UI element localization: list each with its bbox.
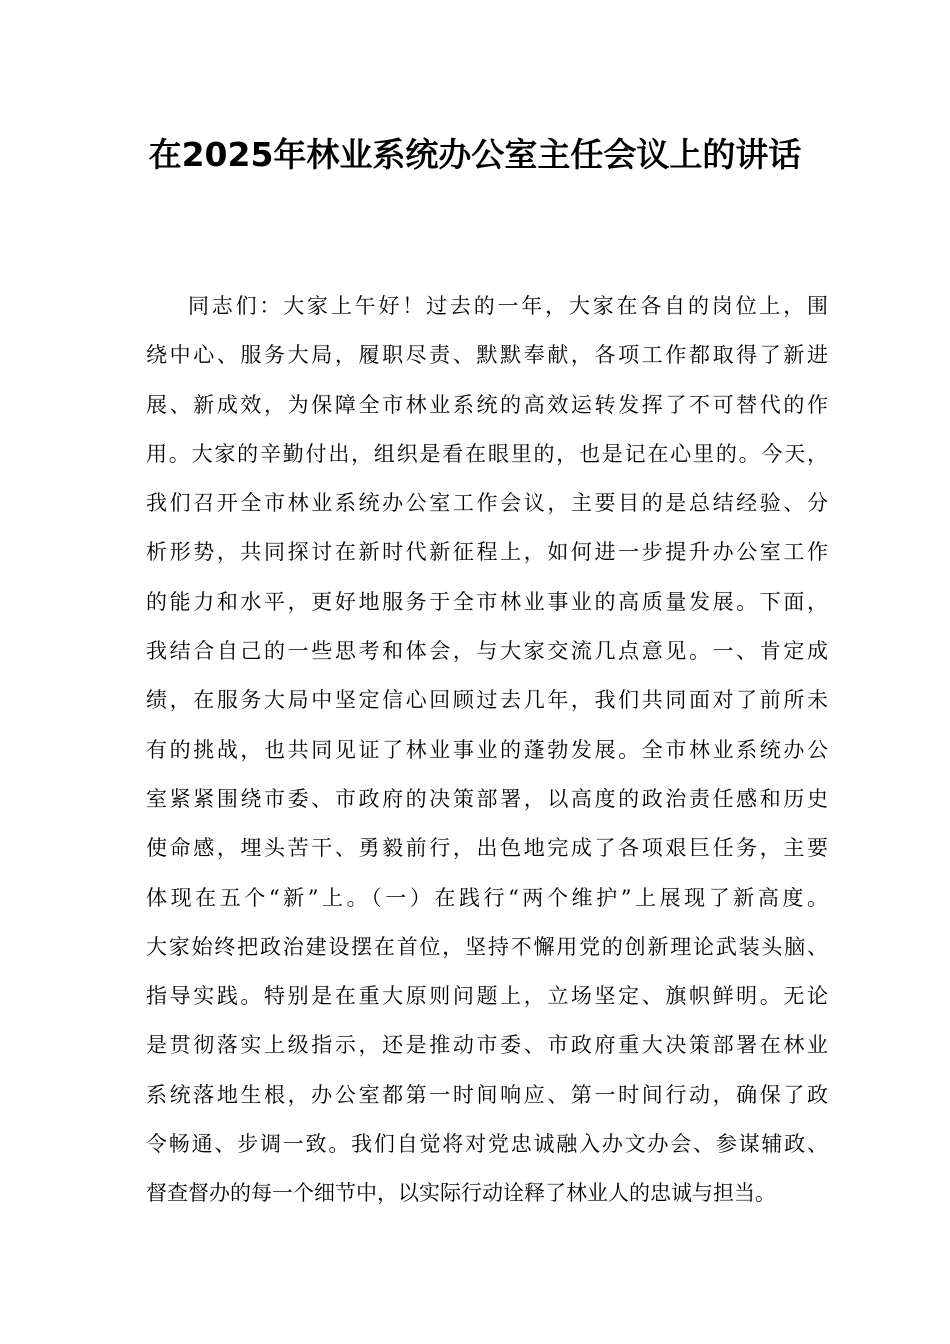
body-line: 的能力和水平，更好地服务于全市林业事业的高质量发展。下面， xyxy=(146,589,828,614)
body-line: 体现在五个“新”上。（一）在践行“两个维护”上展现了新高度。 xyxy=(146,885,828,910)
body-line: 是贯彻落实上级指示，还是推动市委、市政府重大决策部署在林业 xyxy=(146,1033,828,1058)
body-line: 有的挑战，也共同见证了林业事业的蓬勃发展。全市林业系统办公 xyxy=(146,737,828,762)
body-line: 展、新成效，为保障全市林业系统的高效运转发挥了不可替代的作 xyxy=(146,392,828,417)
body-line: 指导实践。特别是在重大原则问题上，立场坚定、旗帜鲜明。无论 xyxy=(146,984,828,1009)
body-line: 督查督办的每一个细节中，以实际行动诠释了林业人的忠诚与担当。 xyxy=(146,1181,776,1206)
document-title: 在2025年林业系统办公室主任会议上的讲话 xyxy=(148,135,802,174)
body-line: 用。大家的辛勤付出，组织是看在眼里的，也是记在心里的。今天， xyxy=(146,441,828,466)
body-line: 室紧紧围绕市委、市政府的决策部署，以高度的政治责任感和历史 xyxy=(146,786,828,811)
speech-body xyxy=(146,282,828,1219)
body-line: 我结合自己的一些思考和体会，与大家交流几点意见。一、肯定成 xyxy=(146,639,828,664)
body-line: 系统落地生根，办公室都第一时间响应、第一时间行动，确保了政 xyxy=(146,1082,828,1107)
body-line: 使命感，埋头苦干、勇毅前行，出色地完成了各项艰巨任务，主要 xyxy=(146,836,828,861)
body-line: 大家始终把政治建设摆在首位，坚持不懈用党的创新理论武装头脑、 xyxy=(146,934,828,959)
body-line: 同志们：大家上午好！过去的一年，大家在各自的岗位上，围 xyxy=(188,294,828,318)
body-line: 绩，在服务大局中坚定信心回顾过去几年，我们共同面对了前所未 xyxy=(146,688,828,713)
body-line: 令畅通、步调一致。我们自觉将对党忠诚融入办文办会、参谋辅政、 xyxy=(146,1132,828,1157)
body-line: 析形势，共同探讨在新时代新征程上，如何进一步提升办公室工作 xyxy=(146,540,828,565)
body-line: 我们召开全市林业系统办公室工作会议，主要目的是总结经验、分 xyxy=(146,491,828,516)
body-line: 绕中心、服务大局，履职尽责、默默奉献，各项工作都取得了新进 xyxy=(146,343,828,368)
